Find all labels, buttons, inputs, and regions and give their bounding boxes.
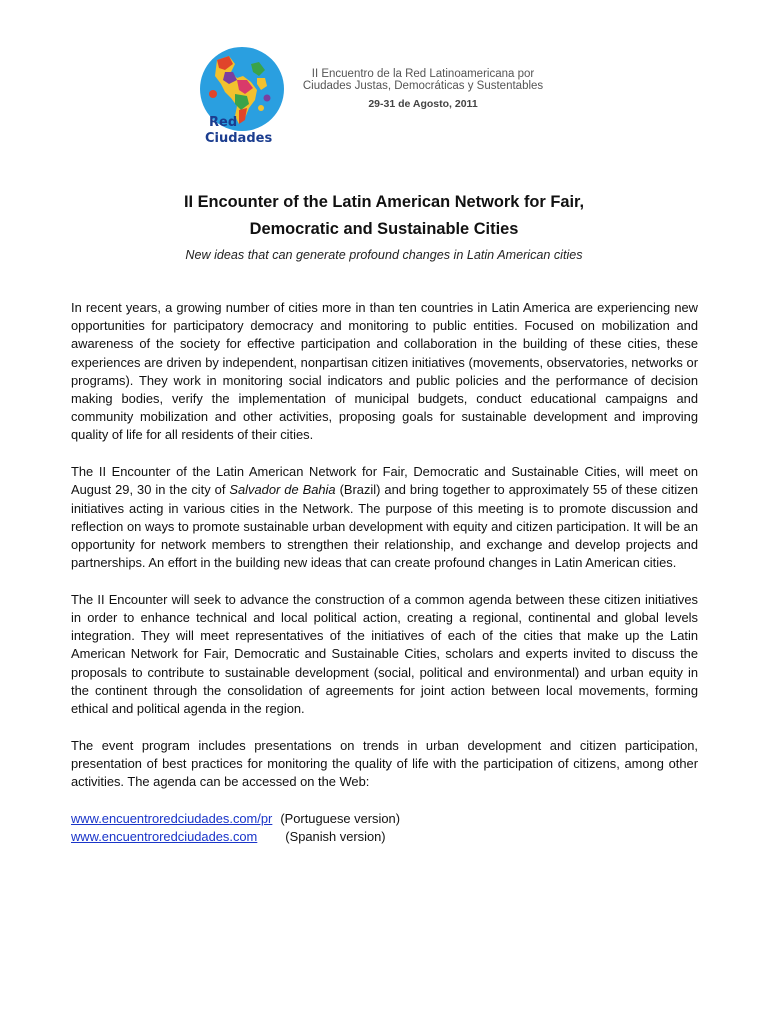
red-ciudades-logo (195, 42, 289, 150)
link-row-portuguese (71, 810, 698, 828)
link-row-spanish (71, 828, 698, 846)
logo-text-ciudades: Ciudades (205, 131, 273, 146)
place-name: Salvador de Bahia (229, 482, 336, 498)
document-body (71, 299, 698, 846)
paragraph-2 (71, 463, 698, 572)
event-header (288, 68, 558, 110)
document-subtitle: New ideas that can generate profound changes in Latin American cities (185, 248, 583, 262)
paragraph-4: The event program includes presentations on trends in urban development and citizen participation, presentation of best practices for monitoring the quality of life with the participation of citizens, among other activities. The agenda can be accessed on the Web: (71, 737, 698, 790)
spanish-version-label: (Spanish version) (285, 829, 386, 845)
event-name-line1: II Encuentro de la Red Latinoamericana por (311, 68, 535, 80)
spanish-site-link[interactable]: www.encuentroredciudades.com (71, 829, 258, 845)
portuguese-version-label: (Portuguese version) (280, 810, 400, 826)
event-name-line2: Ciudades Justas, Democráticas y Sustentables (302, 80, 544, 92)
document-title-line1: II Encounter of the Latin American Network for Fair, (183, 193, 585, 211)
logo-text-red: Red (209, 115, 238, 130)
document-title-line2: Democratic and Sustainable Cities (249, 220, 519, 238)
portuguese-site-link[interactable]: www.encuentroredciudades.com/pr (71, 810, 273, 826)
event-date: 29-31 de Agosto, 2011 (368, 98, 478, 110)
paragraph-3: The II Encounter will seek to advance the construction of a common agenda between these citizen initiatives in order to enhance technical and local political action, creating a regional, continental and global levels integration. They will meet representatives of the initiatives of each of the cities that make up the Latin American Network for Fair, Democratic and Sustainable Cities, scholars and experts invited to discuss the proposals to contribute to sustainable development (social, political and environmental) and urban equity in the continent through the consolidation of agreements for joint action between local movements, forming ethical and political agenda in the region. (71, 591, 698, 717)
paragraph-2-part-a: The II Encounter of the Latin American Network for Fair, Democratic and Sustainable Cities, will meet on August 29, 30 in the city of (71, 464, 698, 498)
paragraph-2-part-b: (Brazil) and bring together to approximately 55 of these citizen initiatives acting in various cities in the Network. The purpose of this meeting is to promote discussion and reflection on ways to promote sustainable urban development with equity and citizen participation. It will be an opportunity for network members to strengthen their relationship, and exchange and develop projects and partnerships. An effort in the building new ideas that can create profound changes in Latin American cities. (71, 482, 699, 571)
link-list (71, 810, 698, 846)
paragraph-1: In recent years, a growing number of cities more in than ten countries in Latin America are experiencing new opportunities for participatory democracy and monitoring to public entities. Focused on mobilization and awareness of the society for effective participation and collaboration in the building of these cities, these experiences are driven by independent, nonpartisan citizen initiatives (movements, observatories, networks or programs). They work in monitoring social indicators and public policies and the performance of decision making bodies, verify the implementation of municipal budgets, conduct educational campaigns and community mobilization and other activities, proposing goals for sustainable development and improving quality of life for all residents of their cities. (71, 300, 698, 443)
